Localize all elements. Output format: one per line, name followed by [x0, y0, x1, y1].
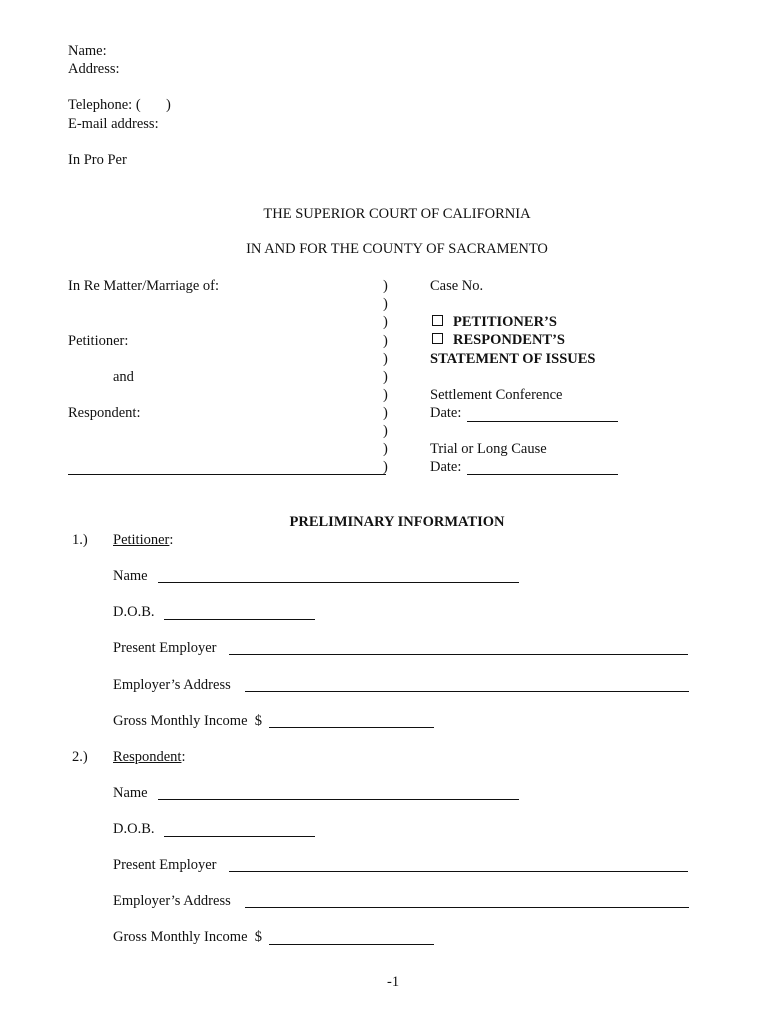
respondent-label: Respondent: [68, 405, 141, 421]
case-no-label: Case No. [430, 278, 484, 294]
caption-paren: ) [383, 405, 388, 421]
petitioner-section-title [113, 532, 173, 549]
petitioner-income-label: Gross Monthly Income $ [113, 713, 263, 729]
settlement-date-field[interactable] [467, 407, 618, 422]
respondent-name-label: Name [113, 785, 148, 801]
caption-paren: ) [383, 441, 388, 457]
petitioner-name-field[interactable] [158, 568, 519, 583]
respondents-option-label: RESPONDENT’S [453, 332, 565, 348]
section-title-colon: : [169, 532, 174, 548]
petitioner-dob-label: D.O.B. [113, 604, 155, 620]
petitioner-employer-address-label: Employer’s Address [113, 677, 231, 693]
respondent-dob-label: D.O.B. [113, 821, 155, 837]
caption-signature-line[interactable] [68, 460, 386, 475]
settlement-conference-label: Settlement Conference [430, 387, 563, 403]
respondent-income-label: Gross Monthly Income $ [113, 929, 263, 945]
preliminary-heading: PRELIMINARY INFORMATION [289, 514, 505, 530]
trial-long-cause-label: Trial or Long Cause [430, 441, 547, 457]
telephone-label: Telephone: ( ) [68, 97, 171, 113]
name-label: Name: [68, 43, 107, 59]
address-label: Address: [68, 61, 120, 77]
caption-paren: ) [383, 369, 388, 385]
respondent-employer-field[interactable] [229, 857, 688, 872]
settlement-date-label: Date: [430, 405, 462, 421]
petitioners-option[interactable] [432, 314, 557, 331]
caption-paren: ) [383, 296, 388, 312]
in-re-label: In Re Matter/Marriage of: [68, 278, 219, 294]
respondent-employer-address-field[interactable] [245, 893, 689, 908]
caption-paren: ) [383, 459, 388, 475]
in-pro-per: In Pro Per [68, 152, 127, 168]
document-title: STATEMENT OF ISSUES [430, 351, 596, 367]
respondent-section-title [113, 749, 186, 766]
and-label: and [113, 369, 134, 385]
caption-paren: ) [383, 333, 388, 349]
section-title-colon: : [181, 749, 186, 765]
petitioner-employer-label: Present Employer [113, 640, 217, 656]
respondents-option[interactable] [432, 332, 565, 349]
respondent-checkbox[interactable] [432, 333, 443, 344]
caption-paren: ) [383, 314, 388, 330]
petitioners-option-label: PETITIONER’S [453, 314, 557, 330]
caption-paren: ) [383, 423, 388, 439]
court-title-line1: THE SUPERIOR COURT OF CALIFORNIA [263, 206, 531, 222]
section-number: 1.) [72, 532, 88, 548]
respondent-employer-label: Present Employer [113, 857, 217, 873]
section-title-text: Petitioner [113, 532, 170, 548]
petitioner-employer-address-field[interactable] [245, 677, 689, 692]
respondent-income-field[interactable] [269, 930, 434, 945]
respondent-dob-field[interactable] [164, 822, 315, 837]
email-label: E-mail address: [68, 116, 159, 132]
caption-paren: ) [383, 278, 388, 294]
respondent-name-field[interactable] [158, 785, 519, 800]
court-title-line2: IN AND FOR THE COUNTY OF SACRAMENTO [246, 241, 548, 257]
section-number: 2.) [72, 749, 88, 765]
page-number: -1 [387, 974, 400, 990]
respondent-employer-address-label: Employer’s Address [113, 893, 231, 909]
section-title-text: Respondent [113, 749, 182, 765]
petitioner-label: Petitioner: [68, 333, 129, 349]
trial-date-label: Date: [430, 459, 462, 475]
petitioner-checkbox[interactable] [432, 315, 443, 326]
petitioner-name-label: Name [113, 568, 148, 584]
caption-paren: ) [383, 387, 388, 403]
petitioner-income-field[interactable] [269, 713, 434, 728]
petitioner-employer-field[interactable] [229, 640, 688, 655]
caption-paren: ) [383, 351, 388, 367]
trial-date-field[interactable] [467, 460, 618, 475]
petitioner-dob-field[interactable] [164, 605, 315, 620]
